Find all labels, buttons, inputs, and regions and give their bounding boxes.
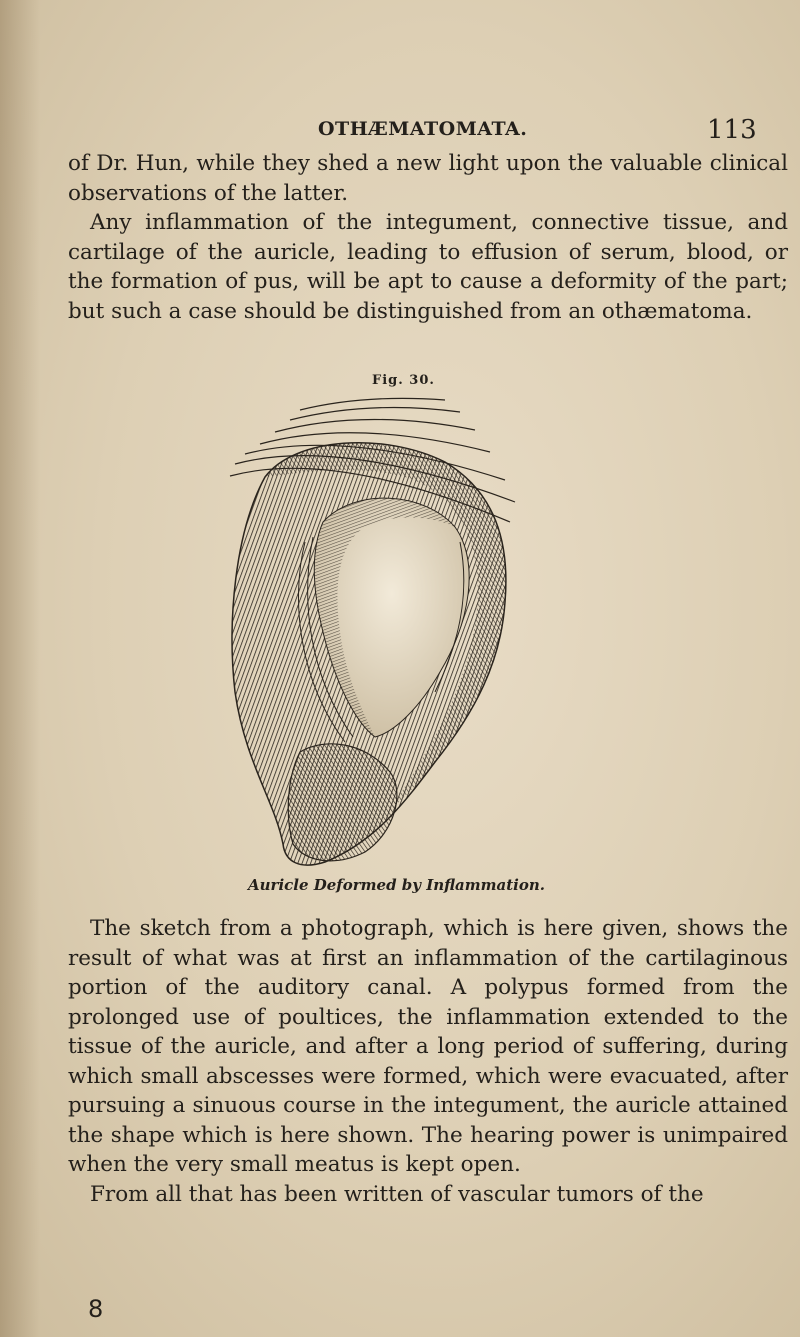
- figure-caption: Auricle Deformed by Inflammation.: [248, 876, 545, 894]
- page-header: [0, 115, 800, 145]
- running-head: OTHÆMATOMATA.: [318, 118, 528, 140]
- paragraph-vascular-tumors: From all that has been written of vascular tumors of the: [90, 1181, 704, 1207]
- figure-label: Fig. 30.: [372, 373, 435, 388]
- page-number: 113: [707, 115, 757, 145]
- paragraph-continued: of Dr. Hun, while they shed a new light upon the valuable clinical observations of the latter.: [68, 151, 788, 206]
- bottom-text-block: [68, 914, 788, 1209]
- signature-mark: 8: [88, 1295, 104, 1323]
- top-text-block: [68, 149, 788, 326]
- page-gutter-shadow: [0, 0, 40, 1337]
- deformed-auricle-illustration: [205, 392, 535, 872]
- paragraph-sketch: The sketch from a photograph, which is here given, shows the result of what was at first an inflammation of the cartilaginous portion of the auditory canal. A polypus formed from the prolonged use of poultices, the inflammation extended to the tissue of the auricle, and after a long period of suffering, during which small abscesses were formed, which were evacuated, after pursuing a sinuous course in the integument, the auricle attained the shape which is here shown. The hearing power is unimpaired when the very small meatus is kept open.: [68, 916, 788, 1177]
- paragraph-inflammation: Any inflammation of the integument, connective tissue, and cartilage of the auricle, leading to effusion of serum, blood, or the formation of pus, will be apt to cause a deformity of the part; but such a case should be distinguished from an othæmatoma.: [68, 210, 788, 324]
